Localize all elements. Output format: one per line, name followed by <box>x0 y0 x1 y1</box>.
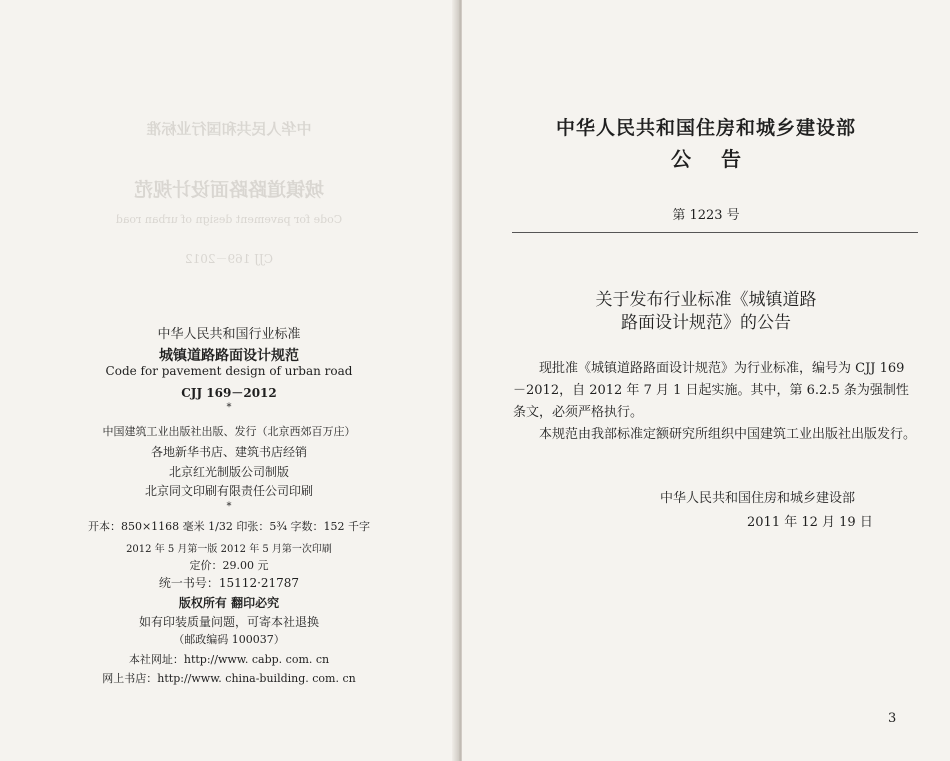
imprint-standard-label: 中华人民共和国行业标准 <box>157 327 301 342</box>
page-number: 3 <box>888 711 897 726</box>
imprint-code: CJJ 169－2012 <box>181 386 277 400</box>
imprint-plate-maker: 北京红光制版公司制版 <box>168 465 289 479</box>
signature-date: 2011 年 12 月 19 日 <box>747 515 873 530</box>
announcement-title-line1: 关于发布行业标准《城镇道路 <box>595 290 817 310</box>
imprint-website: 本社网址：http://www. cabp. com. cn <box>128 653 330 666</box>
ghost-code: CJJ 169－2012 <box>184 252 274 266</box>
ghost-standard-label: 中华人民共和国行业标准 <box>146 120 312 138</box>
imprint-printer: 北京同文印刷有限责任公司印刷 <box>144 484 313 498</box>
imprint-publisher: 中国建筑工业出版社出版、发行（北京西郊百万庄） <box>102 425 356 438</box>
signatory: 中华人民共和国住房和城乡建设部 <box>660 491 856 506</box>
imprint-edition: 2012 年 5 月第一版 2012 年 5 月第一次印刷 <box>126 544 332 555</box>
announcement-paragraph-1: 现批准《城镇道路路面设计规范》为行业标准，编号为 CJJ 169－2012，自 2012 年 7 月 1 日起实施。其中，第 6.2.5 条为强制性条文，必须严格执行。 <box>513 361 909 420</box>
imprint-specs: 开本：850×1168 毫米 1/32 印张：5¾ 字数：152 千字 <box>87 520 371 533</box>
star-separator: * <box>226 501 232 512</box>
imprint-quality-notice: 如有印装质量问题，可寄本社退换 <box>138 615 319 629</box>
ministry-heading: 中华人民共和国住房和城乡建设部 <box>555 117 856 139</box>
announcement-title-line2: 路面设计规范》的公告 <box>621 313 791 333</box>
imprint-rights: 版权所有 翻印必究 <box>178 596 280 610</box>
notice-number: 第 1223 号 <box>672 208 740 223</box>
imprint-price: 定价：29.00 元 <box>189 559 269 572</box>
heading-divider <box>512 232 918 233</box>
announcement-paragraph-2: 本规范由我部标准定额研究所组织中国建筑工业出版社出版发行。 <box>539 427 917 442</box>
imprint-english-title: Code for pavement design of urban road <box>105 364 353 378</box>
ghost-title: 城镇道路路面设计规范 <box>134 179 325 201</box>
star-separator: * <box>226 402 232 413</box>
imprint-isbn: 统一书号：15112·21787 <box>158 576 300 590</box>
ghost-english-title: Code for pavement design of urban road <box>115 213 343 226</box>
notice-heading: 公告 <box>671 147 771 171</box>
imprint-title: 城镇道路路面设计规范 <box>159 348 299 364</box>
imprint-online-store: 网上书店：http://www. china-building. com. cn <box>102 672 356 685</box>
imprint-postal-code: （邮政编码 100037） <box>173 633 285 646</box>
imprint-distributor: 各地新华书店、建筑书店经销 <box>150 445 307 459</box>
left-page <box>0 0 458 761</box>
